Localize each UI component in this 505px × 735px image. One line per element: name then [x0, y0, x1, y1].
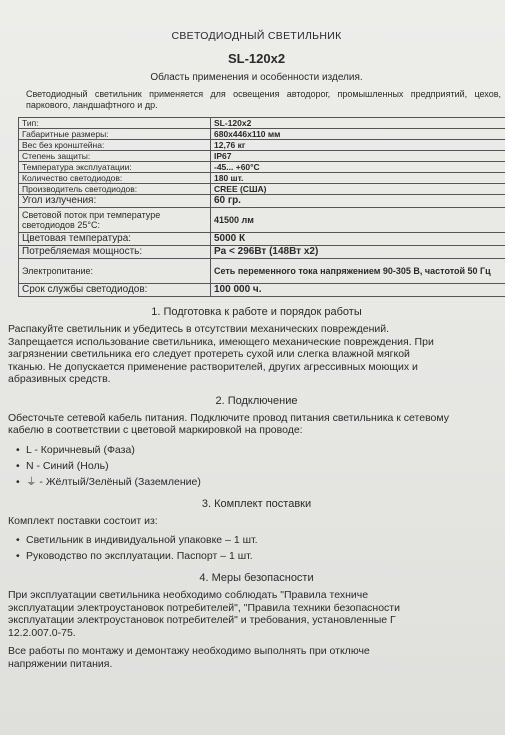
- document-title: СВЕТОДИОДНЫЙ СВЕТИЛЬНИК: [171, 30, 342, 42]
- section-title-connection: 2. Подключение: [215, 394, 298, 407]
- spec-table: [18, 117, 505, 297]
- list-item-text: N - Синий (Ноль): [26, 459, 109, 472]
- list-item: [16, 459, 505, 473]
- spec-value: 100 000 ч.: [211, 284, 505, 297]
- spec-key: Габаритные размеры:: [19, 129, 211, 140]
- bullet-icon: •: [16, 550, 20, 562]
- bullet-icon: •: [16, 475, 20, 488]
- spec-key: Степень защиты:: [19, 151, 211, 162]
- spec-key: Тип:: [19, 118, 211, 129]
- paragraph-line: Обесточьте сетевой кабель питания. Подключите провод питания светильника к сетевому: [8, 411, 449, 424]
- table-row: [19, 246, 505, 259]
- paragraph-line: эксплуатации электроустановок потребителей", "Правила техники безопасности: [8, 601, 400, 614]
- paragraph-line: При эксплуатации светильника необходимо соблюдать "Правила техниче: [8, 589, 369, 601]
- spec-key: Световой поток при температуре светодиодов 25°С:: [19, 208, 211, 233]
- spec-value: 41500 лм: [211, 208, 505, 233]
- list-item: [16, 475, 505, 489]
- spec-value: Сеть переменного тока напряжением 90-305 В, частотой 50 Гц: [211, 259, 505, 284]
- paragraph-line: загрязнении светильника его следует протереть сухой или слегка влажной мягкой: [8, 348, 410, 360]
- spec-key: Цветовая температура:: [19, 233, 211, 246]
- table-row: [19, 259, 505, 284]
- spec-value: SL-120x2: [211, 118, 505, 129]
- table-row: [19, 233, 505, 246]
- spec-value: CREE (США): [211, 184, 505, 195]
- paragraph-line: напряжении питания.: [8, 657, 113, 670]
- spec-key: Вес без кронштейна:: [19, 140, 211, 151]
- spec-value: 680x446x110 мм: [211, 129, 505, 140]
- spec-value: Pa < 296Вт (148Вт x2): [211, 246, 505, 259]
- application-heading: Область применения и особенности изделия.: [150, 72, 363, 83]
- spec-value: 60 гр.: [211, 195, 505, 208]
- table-row: [19, 184, 505, 195]
- list-item: [16, 549, 505, 563]
- bullet-icon: •: [16, 534, 20, 546]
- paragraph-line: тканью. Не допускается применение растворителей, других агрессивных моющих и: [8, 360, 418, 373]
- intro-paragraph: Светодиодный светильник применяется для освещения автодорог, промышленных предприятий, цехов, паркового, ландшафтного и др.: [26, 89, 501, 110]
- bullet-icon: •: [16, 459, 20, 472]
- list-item-text: Светильник в индивидуальной упаковке – 1 шт.: [26, 534, 258, 546]
- paragraph-line: кабелю в соответствии с цветовой маркировкой на проводе:: [8, 424, 303, 436]
- paragraph-line: Распакуйте светильник и убедитесь в отсутствии механических повреждений.: [8, 323, 390, 335]
- list-item-text: ⏚ - Жёлтый/Зелёный (Заземление): [26, 475, 201, 488]
- table-row: [19, 284, 505, 297]
- list-item: [16, 533, 505, 547]
- spec-key: Электропитание:: [19, 259, 211, 284]
- table-row: [19, 118, 505, 129]
- table-row: [19, 151, 505, 162]
- table-row: [19, 195, 505, 208]
- table-row: [19, 173, 505, 184]
- table-row: [19, 140, 505, 151]
- section-title-delivery: 3. Комплект поставки: [201, 497, 312, 510]
- spec-value: -45... +60°С: [211, 162, 505, 173]
- paragraph-line: 12.2.007.0-75.: [8, 626, 76, 639]
- spec-value: 12,76 кг: [211, 140, 505, 151]
- spec-value: 180 шт.: [211, 173, 505, 184]
- table-row: [19, 208, 505, 233]
- table-row: [19, 162, 505, 173]
- spec-key: Срок службы светодиодов:: [19, 284, 211, 297]
- list-item-text: L - Коричневый (Фаза): [26, 443, 135, 456]
- model-name: SL-120x2: [227, 51, 286, 66]
- table-row: [19, 129, 505, 140]
- paragraph-line: абразивных средств.: [8, 373, 111, 385]
- paragraph-line: Запрещается использование светильника, имеющего механические повреждения. При: [8, 335, 434, 348]
- spec-value: 5000 К: [211, 233, 505, 246]
- list-item: [16, 443, 505, 457]
- spec-key: Производитель светодиодов:: [19, 184, 211, 195]
- paragraph-line: Комплект поставки состоит из:: [8, 514, 158, 527]
- spec-key: Количество светодиодов:: [19, 173, 211, 184]
- paragraph-line: эксплуатации электроустановок потребителей" и требования, установленные Г: [8, 614, 396, 626]
- spec-key: Угол излучения:: [19, 195, 211, 208]
- list-item-text: Руководство по эксплуатации. Паспорт – 1 шт.: [26, 550, 253, 562]
- section-title-preparation: 1. Подготовка к работе и порядок работы: [151, 306, 362, 318]
- section-title-safety: 4. Меры безопасности: [199, 572, 314, 584]
- spec-key: Потребляемая мощность:: [19, 246, 211, 259]
- paragraph-line: Все работы по монтажу и демонтажу необходимо выполнять при отключе: [8, 645, 370, 657]
- spec-value: IP67: [211, 151, 505, 162]
- bullet-icon: •: [16, 443, 20, 456]
- spec-key: Температура эксплуатации:: [19, 162, 211, 173]
